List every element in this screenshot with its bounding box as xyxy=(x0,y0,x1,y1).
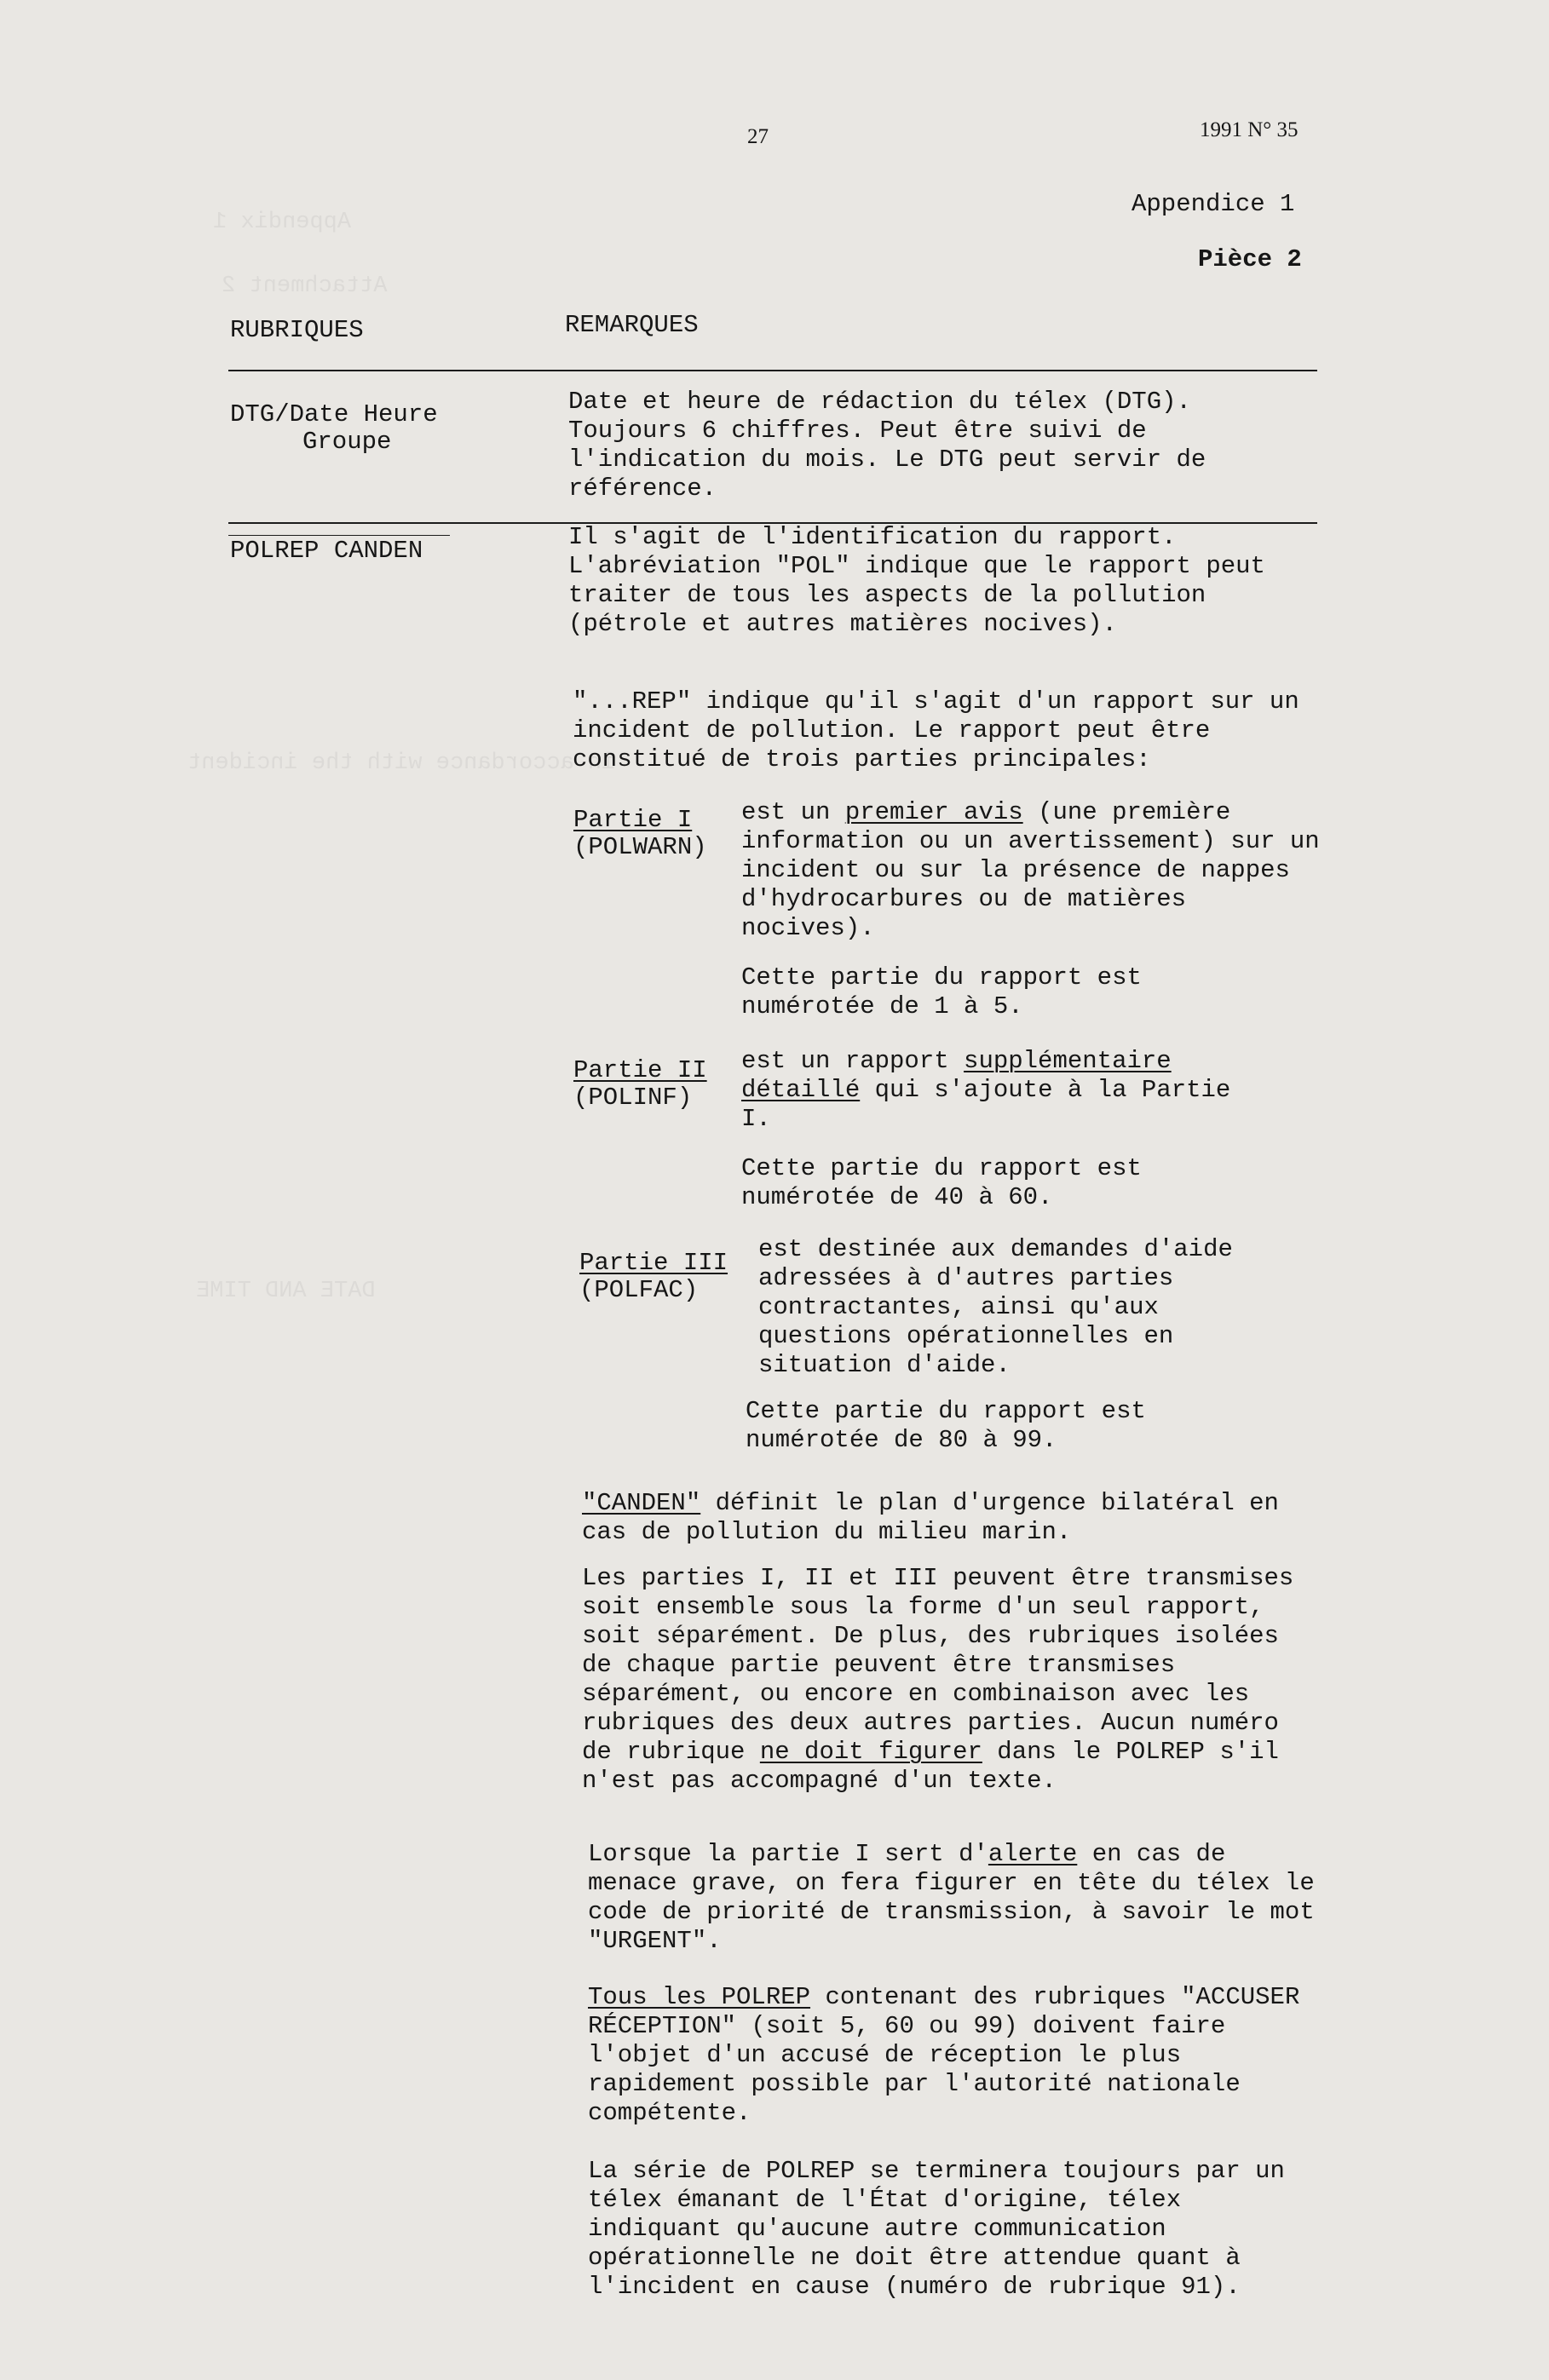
header-divider xyxy=(228,370,1317,371)
accuser-emphasis: Tous les POLREP xyxy=(588,1983,811,2011)
column-header-remarques: REMARQUES xyxy=(565,311,699,339)
serie-paragraph: La série de POLREP se terminera toujours par un télex émanant de l'État d'origine, télex indiquant qu'aucune autre communication opérationnelle ne doit être attendue quant à l'incident en cause (numéro de rubrique 91). xyxy=(588,2157,1285,2301)
alerte-paragraph: Lorsque la partie I sert d'alerte en cas de menace grave, on fera figurer en tête du télex le code de priorité de transmission, à savoir le mot "URGENT". xyxy=(588,1840,1315,1955)
row-divider-short xyxy=(228,535,450,536)
issue-number: 1991 N° 35 xyxy=(1200,118,1299,141)
part-2-code: (POLINF) xyxy=(573,1084,693,1112)
show-through-text: DATE AND TIME xyxy=(196,1279,376,1304)
part-1-name: Partie I xyxy=(573,806,693,834)
show-through-text: in accordance with the incident xyxy=(187,750,616,776)
part-3-numbering: Cette partie du rapport est numérotée de 80 à 99. xyxy=(746,1397,1146,1454)
appendix-label: Appendice 1 xyxy=(1132,190,1295,218)
part-2-numbering: Cette partie du rapport est numérotée de 40 à 60. xyxy=(741,1154,1142,1211)
polrep-remark-2: "...REP" indique qu'il s'agit d'un rapport sur un incident de pollution. Le rapport peut être constitué de trois parties principales: xyxy=(573,687,1299,773)
part-1-numbering: Cette partie du rapport est numérotée de 1 à 5. xyxy=(741,963,1142,1020)
part-3-description: est destinée aux demandes d'aide adressées à d'autres parties contractantes, ainsi qu'aux questions opérationnelles en situation d'aide. xyxy=(758,1235,1233,1379)
dtg-label-line2: Groupe xyxy=(302,428,392,456)
part-3-name: Partie III xyxy=(579,1249,728,1277)
polrep-remark-1: Il s'agit de l'identification du rapport. L'abréviation "POL" indique que le rapport peut traiter de tous les aspects de la pollution (pétrole et autres matières nocives). xyxy=(568,523,1265,638)
accuser-paragraph: Tous les POLREP contenant des rubriques "ACCUSER RÉCEPTION" (soit 5, 60 ou 99) doivent faire l'objet d'un accusé de réception le plus rapidement possible par l'autorité nationale compétente. xyxy=(588,1983,1300,2127)
part-1-description: est un premier avis (une première information ou un avertissement) sur un incident ou sur la présence de nappes d'hydrocarbures ou de matières nocives). xyxy=(741,798,1320,942)
show-through-text: Attachment 2 xyxy=(222,273,388,299)
canden-definition: "CANDEN" définit le plan d'urgence bilatéral en cas de pollution du milieu marin. xyxy=(582,1489,1279,1546)
piece-label: Pièce 2 xyxy=(1198,245,1302,273)
transmission-emphasis: ne doit figurer xyxy=(759,1738,982,1766)
canden-emphasis: "CANDEN" xyxy=(582,1489,701,1517)
show-through-text: Appendix 1 xyxy=(213,210,352,235)
part-1-code: (POLWARN) xyxy=(573,833,707,861)
part-1-emphasis: premier avis xyxy=(844,798,1023,826)
part-2-name: Partie II xyxy=(573,1056,707,1084)
polrep-label: POLREP CANDEN xyxy=(230,537,423,565)
part-2-emphasis: supplémentaire détaillé xyxy=(741,1047,1172,1104)
transmission-paragraph: Les parties I, II et III peuvent être transmises soit ensemble sous la forme d'un seul rapport, soit séparément. De plus, des rubriques isolées de chaque partie peuvent être transmises séparément, ou encore en combinaison avec les rubriques des deux autres parties. Aucun numéro de rubrique ne doit figurer dans le POLREP s'il n'est pas accompagné d'un texte. xyxy=(582,1564,1294,1795)
dtg-label-line1: DTG/Date Heure xyxy=(230,400,438,428)
part-2-description: est un rapport supplémentaire détaillé qui s'ajoute à la Partie I. xyxy=(741,1047,1231,1133)
alerte-emphasis: alerte xyxy=(988,1840,1078,1868)
page-number: 27 xyxy=(747,125,769,148)
part-3-code: (POLFAC) xyxy=(579,1276,699,1304)
column-header-rubriques: RUBRIQUES xyxy=(230,316,364,344)
dtg-remark: Date et heure de rédaction du télex (DTG). Toujours 6 chiffres. Peut être suivi de l'indication du mois. Le DTG peut servir de référence. xyxy=(568,388,1206,503)
